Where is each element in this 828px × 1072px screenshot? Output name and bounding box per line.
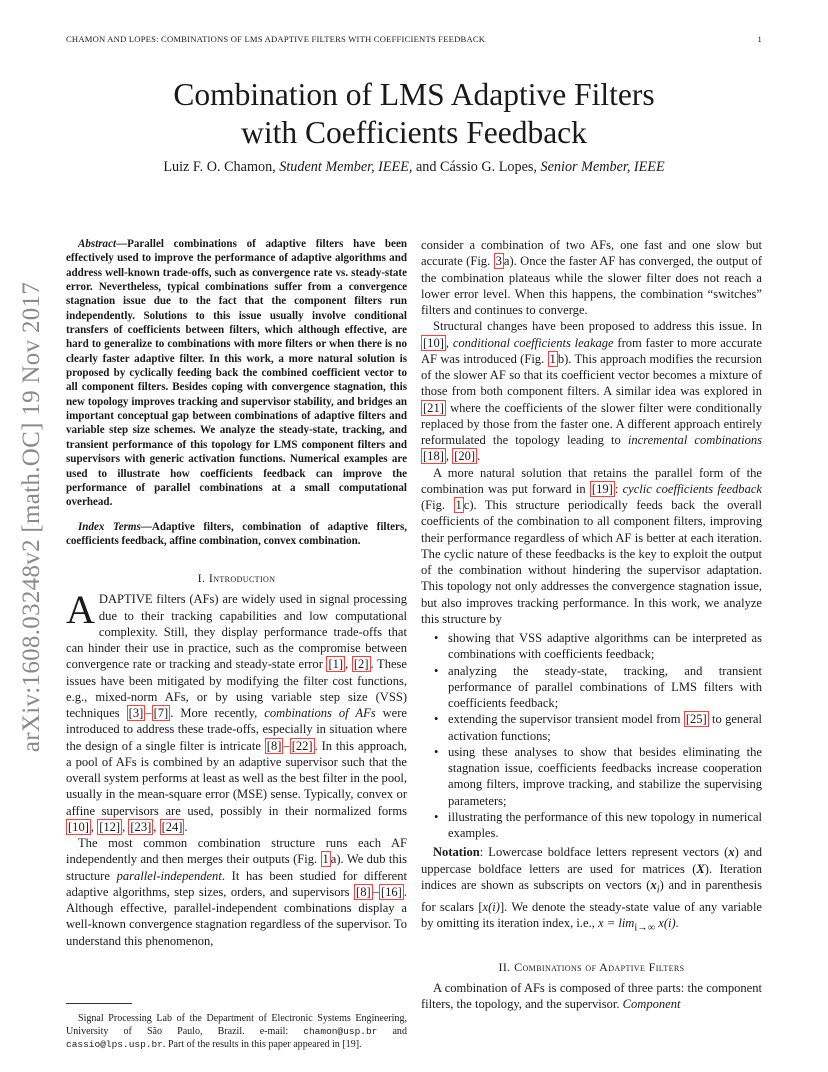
author-2: Cássio G. Lopes, (440, 159, 537, 175)
emphasis: combinations of AFs (264, 706, 376, 721)
citation-link[interactable]: [12] (99, 819, 121, 834)
citation-link[interactable]: [10] (423, 335, 444, 350)
text: ). Once the faster AF has converged, the output of the combination plateaus while the slower filter does not reach a lower error level. When this happens, the combination “switches” filters and continues to converge. (421, 254, 762, 317)
citation-link[interactable]: [20] (454, 449, 476, 464)
math: x (728, 845, 735, 860)
intro-paragraph-2: The most common combination structure runs each AF independently and then merges their outputs (Fig. 1 a). We dub this structure parallel-independent. It has been studied for different adaptive algorithms, step sizes, orders, and supervisors [8] – [16] . Although effective, parallel-independent combinations display a well-known convergence stagnation regardless of the supervisor. To understand this phenomenon, (66, 836, 407, 948)
footnote (66, 1003, 407, 1051)
text: . (477, 449, 481, 464)
citation-link[interactable]: [21] (423, 400, 444, 415)
section-number: II. (498, 959, 511, 974)
emphasis: parallel-independent (116, 868, 222, 883)
list-item: • analyzing the steady-state, tracking, and transient performance of parallel combinations of LMS filters with coefficients feedback; (448, 663, 762, 712)
intro-paragraph-1: ADAPTIVE filters (AFs) are widely used in signal processing due to their tracking capabilities and low computational complexity. Still, they display performance trade-offs that can hinder their use in practice, such as the compromise between convergence rate or tracking and steady-state error [1] , [2] . These issues have been mitigated by modifying the filter cost functions, e.g., mixed-norm AFs, or by using variable step size (VSS) techniques [3] – [7] . More recently, combinations of AFs were introduced to address these trade-offs, especially in situation where the design of a single filter is intricate [8] – [22] . In this approach, a pool of AFs is combined by an adaptive supervisor such that the overall system performs at least as well as the best filter in the pool, usually in the mean-square error (MSE) sense. Typically, convex or affine supervisors are used, possibly in their normalized forms [10] , [12] , [23] , [24] . (66, 587, 408, 834)
figure-link[interactable]: 1 (549, 351, 556, 366)
citation-link[interactable]: [2] (353, 657, 369, 672)
text: . (184, 819, 188, 834)
citation-link[interactable]: [8] (356, 884, 371, 899)
text: ). We dub this structure (66, 852, 407, 883)
emphasis: cyclic coefficients feedback (622, 481, 762, 496)
title-line-1: Combination of LMS Adaptive Filters (173, 77, 655, 112)
text: . Part of the results in this paper appeared in [19]. (162, 1039, 362, 1051)
left-column (66, 237, 407, 949)
text: A combination of AFs is composed of three parts: the component filters, the topology, and the supervisor. (421, 980, 762, 1011)
emphasis: incremental combinations (627, 433, 762, 447)
text: . More recently, (170, 706, 265, 721)
math: x = lim (598, 915, 635, 930)
text: The most common combination structure runs each AF independently and then merges their outputs (Fig. (66, 836, 407, 867)
text: ). This approach modifies the recursion of the slower AF so that its coefficient vector becomes a mixture of those from both component filters. A similar idea was explored in (421, 351, 762, 399)
citation-link[interactable]: [24] (161, 819, 183, 834)
arxiv-stamp (12, 262, 52, 772)
text: . Although effective, parallel-independent combinations display a well-known convergence stagnation regardless of the supervisor. To understand this phenomenon, (66, 884, 407, 948)
text: ) and uppercase boldface letters are used for matrices ( (421, 845, 762, 876)
text: a (503, 254, 510, 269)
text: . In this approach, a pool of AFs is combined by an adaptive supervisor such that the overall system performs at least as well as the best filter in the pool, usually in the mean-square error (MSE) sense. Typically, convex or affine supervisors are used, possibly in their normalized forms (66, 738, 407, 818)
figure-link[interactable]: 1 (322, 852, 329, 867)
paragraph (421, 465, 762, 628)
list-item: • illustrating the performance of this new topology in numerical examples. (448, 809, 762, 842)
math: X (696, 861, 705, 876)
page-number: 1 (757, 34, 762, 44)
text: : Lowercase boldface letters represent vectors ( (479, 845, 729, 860)
section-number: I. (197, 571, 206, 586)
citation-link[interactable]: [25] (685, 712, 707, 727)
abstract-text: —Parallel combinations of adaptive filters have been effectively used to improve the performance of adaptive algorithms and address well-known trade-offs, such as convergence rate vs. steady-state error. Nevertheless, typical combinations suffer from a convergence stagnation issue due to the fact that the component filters run independently. Solutions to this issue usually involve conditional transfers of coefficients between filters, which although effective, are hard to generalize to combinations with more filters or when there is no clearly faster adaptive filter. In this work, a more natural solution is proposed by cyclically feeding back the combined coefficient vector to all component filters. Besides coping with convergence stagnation, this new topology improves tracking and supervisor stability, and bridges an important conceptual gap between combinations of adaptive filters and variable step size schemes. We analyze the steady-state, tracking, and transient performance of this topology for LMS component filters and supervisors with generic activation functions. Numerical examples are used to illustrate how coefficients feedback can improve the performance of parallel combinations at a small computational overhead. (66, 238, 407, 509)
text: ) and in parenthesis for scalars [ (421, 877, 762, 914)
abstract-label: Abstract (78, 238, 117, 250)
footnote-text (66, 1012, 407, 1051)
text: were introduced to address these trade-offs, especially in situation where the design of a single filter is intricate (66, 706, 408, 753)
section-heading-combinations (421, 959, 762, 975)
figure-link[interactable]: 1 (455, 498, 462, 512)
emphasis: Component (622, 997, 681, 1011)
section-heading-introduction (66, 570, 407, 586)
abstract (66, 237, 407, 510)
index-terms (66, 520, 407, 549)
citation-link[interactable]: [3] (128, 706, 144, 721)
figure-link[interactable]: 3 (495, 254, 502, 269)
citation-link[interactable]: [19] (591, 481, 613, 496)
paper-title (0, 76, 828, 152)
drop-cap: A (66, 587, 95, 633)
paragraph (421, 980, 762, 1013)
author-line (0, 159, 828, 176)
math: x(i). (655, 915, 679, 930)
text: Structural changes have been proposed to address this issue. In (433, 319, 762, 334)
math: x (650, 877, 657, 892)
citation-link[interactable]: [7] (153, 706, 169, 721)
running-title: CHAMON AND LOPES: COMBINATIONS OF LMS ADAPTIVE FILTERS WITH COEFFICIENTS FEEDBACK (66, 34, 486, 44)
math: x(i) (482, 899, 500, 914)
title-line-2: with Coefficients Feedback (241, 115, 587, 150)
section-title: Combinations of Adaptive Filters (514, 959, 685, 974)
citation-link[interactable]: [22] (291, 738, 313, 753)
text: ]. We denote the steady-state value of any variable by omitting its iteration index, i.e., (421, 899, 762, 930)
author-1: Luiz F. O. Chamon, (163, 159, 276, 175)
math: i (656, 884, 660, 896)
arxiv-stamp-text: arXiv:1608.03248v2 [math.OC] 19 Nov 2017 (18, 281, 45, 753)
text: a (330, 852, 337, 867)
author-conj: and (415, 159, 437, 175)
author-2-role: Senior Member, IEEE (540, 159, 665, 175)
list-item: • using these analyses to show that besides eliminating the stagnation issue, coefficients feedbacks increase cooperation among filters, improve tracking, and stabilize the supervising parameters; (448, 744, 762, 809)
index-terms-text: —Adaptive filters, combination of adaptive filters, coefficients feedback, affine combination, convex combination. (66, 520, 407, 547)
text: . These issues have been mitigated by modifying the filter cost functions, e.g., mixed-norm AFs, or by using variable step size (VSS) techniques (66, 657, 407, 721)
citation-link[interactable]: [10] (68, 819, 89, 834)
running-header (66, 34, 762, 44)
email-link[interactable]: chamon@usp.br (303, 1026, 378, 1038)
text: where the coefficients of the slower filter were conditionally replaced by those from the faster one. A different approach entirely reformulated the topology leading to (421, 400, 762, 447)
list-item (448, 711, 762, 744)
paragraph (421, 237, 762, 318)
text: b (557, 351, 565, 366)
text: ). Iteration indices are shown as subscripts on vectors ( (421, 861, 762, 892)
citation-link[interactable]: [8] (266, 738, 282, 753)
footnote-rule (66, 1003, 132, 1004)
text: A more natural solution that retains the parallel form of the combination was put forward in (421, 465, 762, 496)
text: consider a combination of two AFs, one fast and one slow but accurate (Fig. (421, 238, 762, 269)
notation-paragraph (421, 844, 762, 936)
contribution-list (421, 630, 762, 841)
citation-link[interactable]: [1] (328, 657, 344, 672)
text: from faster to more accurate AF was introduced (Fig. (421, 335, 763, 366)
citation-link[interactable]: [16] (380, 884, 402, 899)
text: ). This structure periodically feeds back the overall coefficients of the combination to all component filters, improving their performance regardless of which AF is better at each iteration. The cyclic nature of these feedbacks is the key to exploit the output of the combination without hindering the supervisor adaptation. This topology not only addresses the convergence stagnation issue, but also improves tracking performance. In this work, we analyze this structure by (421, 498, 762, 626)
text: extending the supervisor transient model from (448, 712, 684, 727)
list-item: • showing that VSS adaptive algorithms can be interpreted as combinations with coefficients feedback; (448, 630, 762, 663)
text: , (445, 335, 453, 350)
text: and (377, 1026, 407, 1038)
paragraph: Structural changes have been proposed to address this issue. In [10] , conditional coefficients leakage from faster to more accurate AF was introduced (Fig. 1 b). This approach modifies the recursion of the slower AF so that its coefficient vector becomes a mixture of those from both component filters. A similar idea was explored in [21] where the coefficients of the slower filter were conditionally replaced by those from the faster one. A different approach entirely reformulated the topology leading to incremental combinations [18] , [20] . (421, 319, 763, 464)
notation-label: Notation (433, 845, 480, 860)
math: i→∞ (634, 922, 656, 934)
text: . It has been studied for different adaptive algorithms, step sizes, orders, and supervisors (66, 868, 407, 899)
citation-link[interactable]: [23] (130, 819, 152, 834)
text: : (614, 481, 623, 496)
author-1-role: Student Member, IEEE, (279, 159, 413, 175)
text: Signal Processing Lab of the Department of Electronic Systems Engineering, University of São Paulo, Brazil. e-mail: (66, 1013, 407, 1038)
right-column (421, 237, 762, 1012)
emphasis: conditional coefficients leakage (452, 335, 614, 350)
index-terms-label: Index Terms (78, 520, 141, 533)
email-link[interactable]: cassio@lps.usp.br (66, 1039, 163, 1051)
section-title: Introduction (208, 571, 276, 586)
text: c (463, 498, 470, 512)
citation-link[interactable]: [18] (423, 449, 444, 464)
text: (Fig. (421, 498, 454, 512)
text: to general activation functions; (448, 712, 762, 743)
text: DAPTIVE filters (AFs) are widely used in signal processing due to their tracking capabilities and low computational complexity. Still, they display performance trade-offs that can hinder their use in practice, such as the compromise between convergence rate or tracking and steady-state error (66, 592, 407, 672)
